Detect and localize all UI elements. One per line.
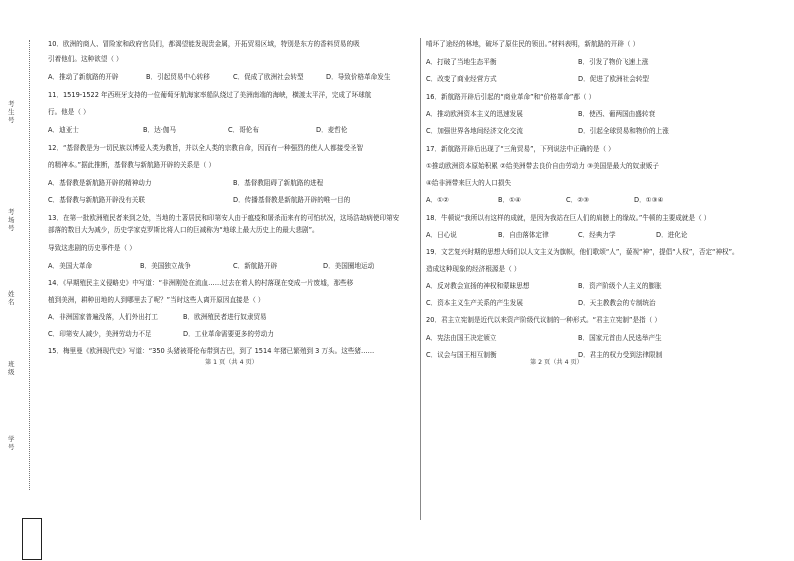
q15-option-a: A．打破了当地生态平衡 bbox=[426, 58, 497, 66]
side-label-name: 姓名 bbox=[8, 290, 15, 306]
page-footer-1: 第 1 页（共 4 页） bbox=[205, 359, 258, 366]
q12-option-c: C．基督教与新航路开辟没有关联 bbox=[48, 196, 145, 204]
q14-option-c: C．印第安人减少，美洲劳动力不足 bbox=[48, 330, 152, 338]
q16-option-c: C．加强世界各地间经济文化交流 bbox=[426, 127, 523, 135]
q17-option-a: A．①② bbox=[426, 196, 449, 204]
q11-text-cont: 行。他是（ ） bbox=[48, 108, 90, 116]
side-label-student-id: 学号 bbox=[8, 435, 15, 451]
q14-option-d: D．工业革命需要更多的劳动力 bbox=[183, 330, 274, 338]
q10-text: 10．欧洲的商人、冒险家和政府官员们，都渴望能发现贵金属，开拓贸易区域，特别是东方的香料贸易的吸 bbox=[48, 40, 360, 48]
q12-option-d: D．传播基督教是新航路开辟的唯一目的 bbox=[233, 196, 351, 204]
q15-text: 15．梅里曼《欧洲现代史》写道：“350 头猪被哥伦布带到古巴，到了 1514 年猪已繁殖到 3 万头。这些猪…… bbox=[48, 347, 375, 355]
q17-option-b: B．①④ bbox=[498, 196, 521, 204]
right-column bbox=[426, 0, 790, 561]
q13-question: 导致这悲剧的历史事件是（ ） bbox=[48, 244, 136, 252]
q17-option-d: D．①③④ bbox=[634, 196, 664, 204]
q14-text: 14．《早期殖民主义侵略史》中写道：“非洲刚处在流血……过去在着人的村落现在变成一片废墟，那些移 bbox=[48, 279, 354, 287]
q20-option-b: B．国家元首由人民选举产生 bbox=[578, 334, 662, 342]
q18-text: 18．牛顿说“我所以有这样的成就，是因为我站在巨人们的肩膀上的缘故。”牛顿的主要成就是（ ） bbox=[426, 214, 711, 222]
q19-option-c: C．资本主义生产关系的产生发展 bbox=[426, 299, 523, 307]
q16-text: 16．新航路开辟后引起的“商业革命”和“价格革命”都（ ） bbox=[426, 93, 596, 101]
q14-option-b: B．欧洲殖民者进行奴隶贸易 bbox=[183, 313, 267, 321]
q16-option-a: A．推动欧洲资本主义的迅速发展 bbox=[426, 110, 523, 118]
left-column bbox=[48, 0, 416, 561]
q20-text: 20．君主立宪制是近代以来资产阶级代议制的一种形式。“君主立宪制”是指（ ） bbox=[426, 316, 661, 324]
q18-option-d: D．进化论 bbox=[656, 231, 688, 239]
q17-option-c: C．②③ bbox=[566, 196, 590, 204]
q12-option-a: A．基督教是新航路开辟的精神动力 bbox=[48, 179, 152, 187]
seal-box bbox=[22, 518, 42, 560]
q15-option-b: B．引发了物价飞速上涨 bbox=[578, 58, 649, 66]
q18-option-b: B．自由落体定律 bbox=[498, 231, 549, 239]
q13-text: 13．在第一批欧洲殖民者来到之处，当地的土著居民和印第安人由于瘟疫和屠杀而来有的可怕状况，这场浩劫病使印第安 bbox=[48, 214, 400, 222]
q13-option-c: C．新航路开辟 bbox=[233, 262, 278, 270]
q11-option-d: D．麦哲伦 bbox=[316, 126, 348, 134]
q16-option-b: B．使西、葡两国由盛转衰 bbox=[578, 110, 656, 118]
q19-option-a: A．反对教会宣扬的神权和蒙昧思想 bbox=[426, 282, 530, 290]
q12-option-b: B．基督教阻碍了新航路的进程 bbox=[233, 179, 324, 187]
q12-text-cont: 的精神本。”据此推断，基督教与新航路开辟的关系是（ ） bbox=[48, 161, 216, 169]
q13-text-cont: 部落的数目大为减少，历史学家克罗斯比将人口的巨减称为“地球上最大历史上的最大悲剧”。 bbox=[48, 226, 319, 234]
q19-text-cont: 造成这种现象的经济根源是（ ） bbox=[426, 265, 521, 273]
q11-option-a: A．迪亚士 bbox=[48, 126, 79, 134]
q10-text-cont: 引着他们。这种欲望（ ） bbox=[48, 55, 123, 63]
q14-option-a: A．非洲国家普遍没落，人们外出打工 bbox=[48, 313, 159, 321]
seal-line bbox=[29, 40, 30, 490]
q17-statements-2: ④给非洲带来巨大的人口损失 bbox=[426, 179, 512, 187]
q15-option-c: C．改变了商业经营方式 bbox=[426, 75, 497, 83]
column-divider bbox=[420, 38, 421, 520]
q17-statements-1: ①推动欧洲资本原始积累 ②给美洲带去良价自由劳动力 ③美国是最大的奴隶贩子 bbox=[426, 162, 659, 170]
side-label-room-number: 考场号 bbox=[8, 208, 15, 232]
q12-text: 12．“基督教是为一切民族以博爱人类为教旨，并以全人类的宗教自命，因而有一种强烈的使人人都接受圣智 bbox=[48, 144, 364, 152]
q13-option-b: B．美国独立战争 bbox=[140, 262, 191, 270]
side-label-class: 班级 bbox=[8, 360, 15, 376]
q13-option-a: A．美国大革命 bbox=[48, 262, 93, 270]
q10-option-c: C．促成了欧洲社会转型 bbox=[233, 73, 304, 81]
q20-option-c: C．议会与国王相互制衡 bbox=[426, 351, 497, 359]
q19-option-d: D．天主教教会的专制统治 bbox=[578, 299, 656, 307]
q10-option-d: D．导致价格革命发生 bbox=[326, 73, 391, 81]
page-footer-2: 第 2 页（共 4 页） bbox=[530, 359, 583, 366]
q10-option-b: B．引起贸易中心转移 bbox=[146, 73, 210, 81]
q20-option-a: A．宪法由国王决定颁立 bbox=[426, 334, 497, 342]
q10-option-a: A．推动了新航路的开辟 bbox=[48, 73, 119, 81]
q17-text: 17．新航路开辟后出现了“三角贸易”，下列说法中正确的是（ ） bbox=[426, 145, 615, 153]
q15-text-cont: 啃坏了途经的林地，破坏了原住民的领田。”材料表明，新航路的开辟（ ） bbox=[426, 40, 640, 48]
q11-option-b: B．达·伽马 bbox=[143, 126, 176, 134]
q11-option-c: C．哥伦布 bbox=[228, 126, 259, 134]
q13-option-d: D．美国圈地运动 bbox=[323, 262, 375, 270]
q18-option-a: A．日心说 bbox=[426, 231, 457, 239]
q16-option-d: D．引起全球贸易和物价的上涨 bbox=[578, 127, 669, 135]
q18-option-c: C．经典力学 bbox=[578, 231, 616, 239]
q14-text-cont: 植到美洲，耕种田地的人到哪里去了呢？”当时这些人离开原因直接是（ ） bbox=[48, 296, 265, 304]
q20-option-d: D．君主的权力受到法律限制 bbox=[578, 351, 663, 359]
q19-option-b: B．资产阶级个人主义的膨胀 bbox=[578, 282, 662, 290]
q11-text: 11．1519-1522 年西班牙支持的一位葡萄牙航海家率船队绕过了美洲南端的海峡，横渡太平洋，完成了环球航 bbox=[48, 91, 372, 99]
q15-option-d: D．促进了欧洲社会转型 bbox=[578, 75, 650, 83]
q19-text: 19．文艺复兴时期的思想大师们以人文主义为旗帜，他们歌颂“人”，藐视“神”，提倡“人权”，否定“神权”。 bbox=[426, 248, 739, 256]
side-label-exam-number: 考生号 bbox=[8, 100, 15, 124]
